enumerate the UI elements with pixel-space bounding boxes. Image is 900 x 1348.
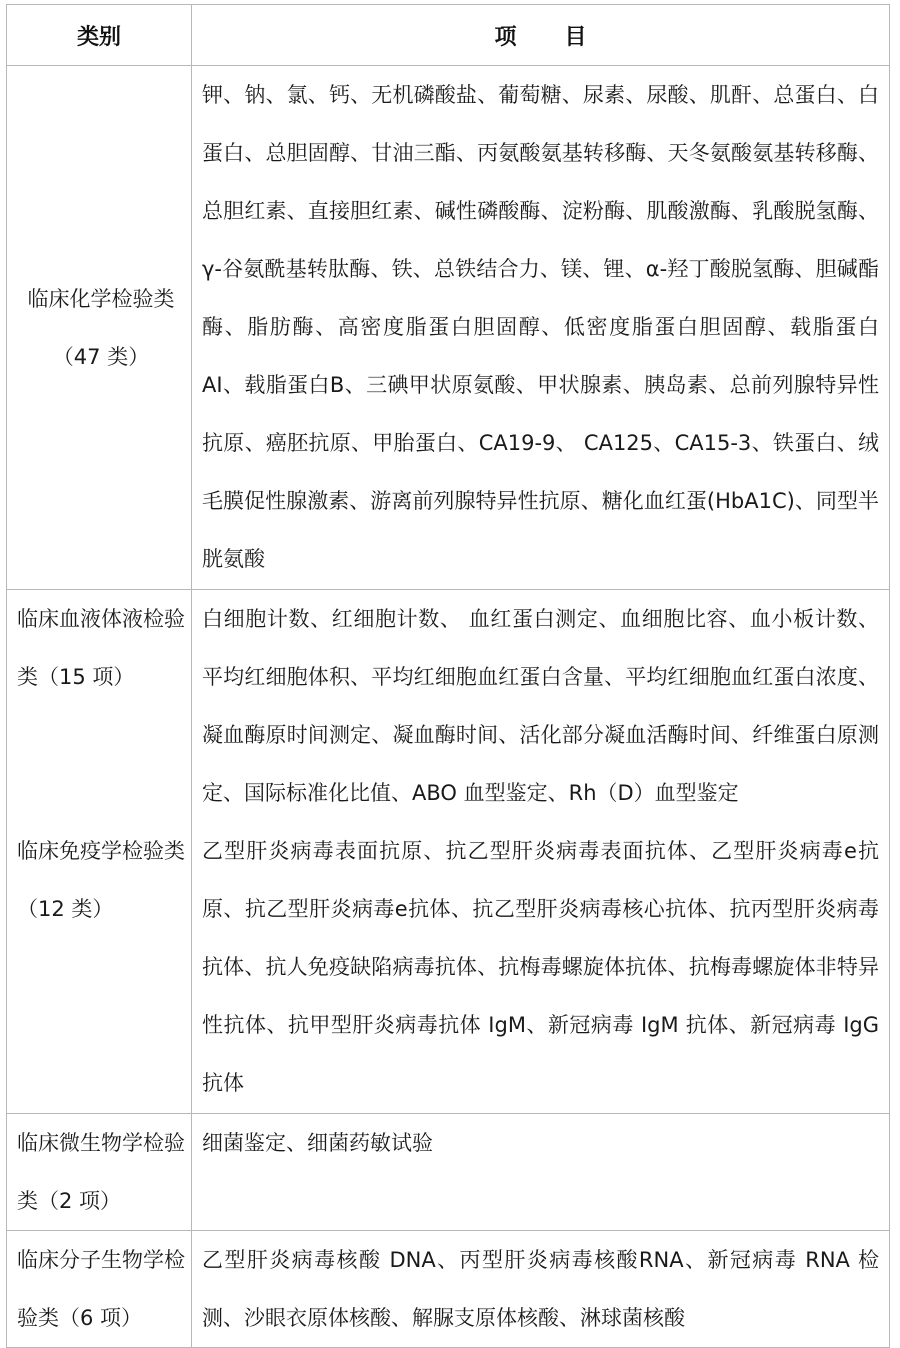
category-microbiology: 临床微生物学检验类（2 项）: [7, 1114, 192, 1231]
category-immunology: 临床免疫学检验类（12 类）: [17, 839, 185, 921]
items-microbiology: 细菌鉴定、细菌药敏试验: [192, 1114, 890, 1231]
items-hematology-immunology: [192, 590, 890, 1114]
header-category: 类别: [7, 5, 192, 66]
table-row-clinical-chemistry: [7, 66, 890, 590]
items-clinical-chemistry: 钾、钠、氯、钙、无机磷酸盐、葡萄糖、尿素、尿酸、肌酐、总蛋白、白蛋白、总胆固醇、甘油三酯、丙氨酸氨基转移酶、天冬氨酸氨基转移酶、 总胆红素、直接胆红素、碱性磷酸酶、淀粉酶、肌酸激酶、乳酸脱氢酶、γ-谷氨酰基转肽酶、铁、总铁结合力、镁、锂、α-羟丁酸脱氢酶、胆碱酯酶、脂肪酶、高密度脂蛋白胆固醇、低密度脂蛋白胆固醇、载脂蛋白 AI、载脂蛋白B、三碘甲状原氨酸、甲状腺素、胰岛素、总前列腺特异性抗原、癌胚抗原、甲胎蛋白、CA19-9、 CA125、CA15-3、铁蛋白、绒毛膜促性腺激素、游离前列腺特异性抗原、糖化血红蛋(HbA1C)、同型半胱氨酸: [192, 66, 890, 590]
category-count: （47 类）: [52, 344, 150, 369]
category-hematology-immunology: [7, 590, 192, 1114]
items-molecular-biology: 乙型肝炎病毒核酸 DNA、丙型肝炎病毒核酸RNA、新冠病毒 RNA 检测、沙眼衣原体核酸、解脲支原体核酸、淋球菌核酸: [192, 1231, 890, 1348]
category-hematology: 临床血液体液检验类（15 项）: [17, 607, 185, 689]
category-molecular-biology: 临床分子生物学检验类（6 项）: [7, 1231, 192, 1348]
lab-items-table: [6, 4, 890, 1348]
category-name: 临床化学检验类: [27, 286, 175, 311]
header-items: 项目: [192, 5, 890, 66]
table-row-molecular-biology: [7, 1231, 890, 1348]
header-row: [7, 5, 890, 66]
items-hematology: 白细胞计数、红细胞计数、 血红蛋白测定、血细胞比容、血小板计数、平均红细胞体积、平均红细胞血红蛋白含量、平均红细胞血红蛋白浓度、凝血酶原时间测定、凝血酶时间、活化部分凝血活酶时间、纤维蛋白原测定、国际标准化比值、ABO 血型鉴定、Rh（D）血型鉴定: [202, 607, 879, 805]
table-row-microbiology: [7, 1114, 890, 1231]
category-clinical-chemistry: [7, 66, 192, 590]
items-immunology: 乙型肝炎病毒表面抗原、抗乙型肝炎病毒表面抗体、乙型肝炎病毒e抗原、抗乙型肝炎病毒e抗体、抗乙型肝炎病毒核心抗体、抗丙型肝炎病毒抗体、抗人免疫缺陷病毒抗体、抗梅毒螺旋体抗体、抗梅毒螺旋体非特异性抗体、抗甲型肝炎病毒抗体 IgM、新冠病毒 IgM 抗体、新冠病毒 IgG 抗体: [202, 839, 879, 1095]
table-row-hematology-immunology: [7, 590, 890, 1114]
